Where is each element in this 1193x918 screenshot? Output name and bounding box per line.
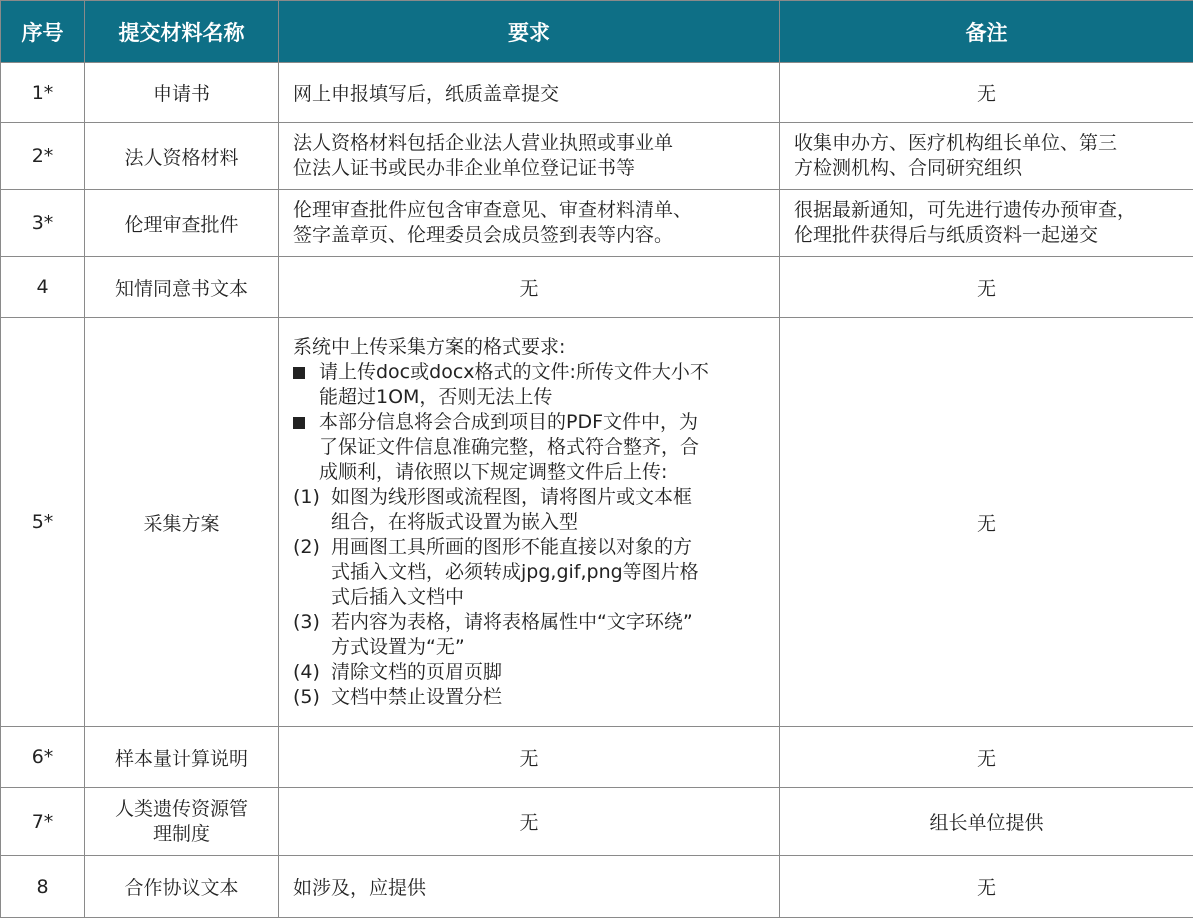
cell-note xyxy=(780,123,1193,190)
table-header-row xyxy=(1,1,1193,63)
numbered-item xyxy=(293,610,765,660)
item-number: (4) xyxy=(293,660,320,685)
cell-requirement xyxy=(279,190,780,257)
cell-name: 样本量计算说明 xyxy=(85,727,279,788)
cell-name: 法人资格材料 xyxy=(85,123,279,190)
table-row xyxy=(1,257,1193,318)
header-requirement: 要求 xyxy=(279,1,780,63)
cell-requirement: 如涉及，应提供 xyxy=(279,856,780,918)
table-row xyxy=(1,318,1193,727)
table-row xyxy=(1,788,1193,856)
item-number: (1) xyxy=(293,485,320,510)
text-line: 方式设置为“无” xyxy=(331,635,765,660)
header-no: 序号 xyxy=(1,1,85,63)
text-line: 组合，在将版式设置为嵌入型 xyxy=(331,510,765,535)
numbered-item xyxy=(293,485,765,535)
cell-no: 4 xyxy=(1,257,85,318)
cell-requirement: 无 xyxy=(279,788,780,856)
text-line: 如图为线形图或流程图，请将图片或文本框 xyxy=(331,485,765,510)
square-bullet-icon xyxy=(293,410,305,436)
cell-no: 1* xyxy=(1,63,85,123)
cell-note xyxy=(780,190,1193,257)
cell-note: 无 xyxy=(780,318,1193,727)
cell-no: 7* xyxy=(1,788,85,856)
cell-note: 无 xyxy=(780,727,1193,788)
cell-no: 8 xyxy=(1,856,85,918)
table-row xyxy=(1,123,1193,190)
bullet-item xyxy=(293,360,765,410)
cell-note: 无 xyxy=(780,63,1193,123)
cell-no: 6* xyxy=(1,727,85,788)
numbered-item xyxy=(293,535,765,610)
cell-name: 伦理审查批件 xyxy=(85,190,279,257)
cell-name xyxy=(85,788,279,856)
text-line: 能超过1OM，否则无法上传 xyxy=(319,385,765,410)
cell-name: 知情同意书文本 xyxy=(85,257,279,318)
cell-requirement: 无 xyxy=(279,727,780,788)
cell-name: 合作协议文本 xyxy=(85,856,279,918)
text-line: 若内容为表格，请将表格属性中“文字环绕” xyxy=(331,610,765,635)
numbered-item xyxy=(293,685,765,710)
text-line: 清除文档的页眉页脚 xyxy=(331,660,765,685)
header-note: 备注 xyxy=(780,1,1193,63)
table-row xyxy=(1,63,1193,123)
text-line: 请上传doc或docx格式的文件:所传文件大小不 xyxy=(319,360,765,385)
cell-no: 2* xyxy=(1,123,85,190)
bullet-item xyxy=(293,410,765,485)
item-number: (5) xyxy=(293,685,320,710)
text-line: 式后插入文档中 xyxy=(331,585,765,610)
text-line: 收集申办方、医疗机构组长单位、第三 xyxy=(794,131,1179,156)
cell-no: 5* xyxy=(1,318,85,727)
cell-no: 3* xyxy=(1,190,85,257)
cell-note: 组长单位提供 xyxy=(780,788,1193,856)
item-number: (3) xyxy=(293,610,320,635)
cell-requirement xyxy=(279,318,780,727)
requirement-intro: 系统中上传采集方案的格式要求: xyxy=(293,335,765,360)
cell-note: 无 xyxy=(780,856,1193,918)
text-line: 方检测机构、合同研究组织 xyxy=(794,156,1179,181)
text-line: 用画图工具所画的图形不能直接以对象的方 xyxy=(331,535,765,560)
table-row xyxy=(1,190,1193,257)
text-line: 理制度 xyxy=(99,822,264,847)
cell-name: 采集方案 xyxy=(85,318,279,727)
cell-requirement: 网上申报填写后，纸质盖章提交 xyxy=(279,63,780,123)
text-line: 法人资格材料包括企业法人营业执照或事业单 xyxy=(293,131,765,156)
cell-requirement xyxy=(279,123,780,190)
header-name: 提交材料名称 xyxy=(85,1,279,63)
text-line: 很据最新通知，可先进行遗传办预审查， xyxy=(794,198,1179,223)
square-bullet-icon xyxy=(293,360,305,386)
numbered-item xyxy=(293,660,765,685)
text-line: 伦理审查批件应包含审查意见、审查材料清单、 xyxy=(293,198,765,223)
text-line: 成顺利，请依照以下规定调整文件后上传: xyxy=(319,460,765,485)
text-line: 文档中禁止设置分栏 xyxy=(331,685,765,710)
cell-requirement: 无 xyxy=(279,257,780,318)
cell-note: 无 xyxy=(780,257,1193,318)
text-line: 伦理批件获得后与纸质资料一起递交 xyxy=(794,223,1179,248)
text-line: 本部分信息将会合成到项目的PDF文件中，为 xyxy=(319,410,765,435)
cell-name: 申请书 xyxy=(85,63,279,123)
text-line: 位法人证书或民办非企业单位登记证书等 xyxy=(293,156,765,181)
text-line: 式插入文档，必须转成jpg,gif,png等图片格 xyxy=(331,560,765,585)
text-line: 了保证文件信息准确完整，格式符合整齐，合 xyxy=(319,435,765,460)
table-row xyxy=(1,856,1193,918)
table-row xyxy=(1,727,1193,788)
text-line: 人类遗传资源管 xyxy=(99,797,264,822)
item-number: (2) xyxy=(293,535,320,560)
text-line: 签字盖章页、伦理委员会成员签到表等内容。 xyxy=(293,223,765,248)
